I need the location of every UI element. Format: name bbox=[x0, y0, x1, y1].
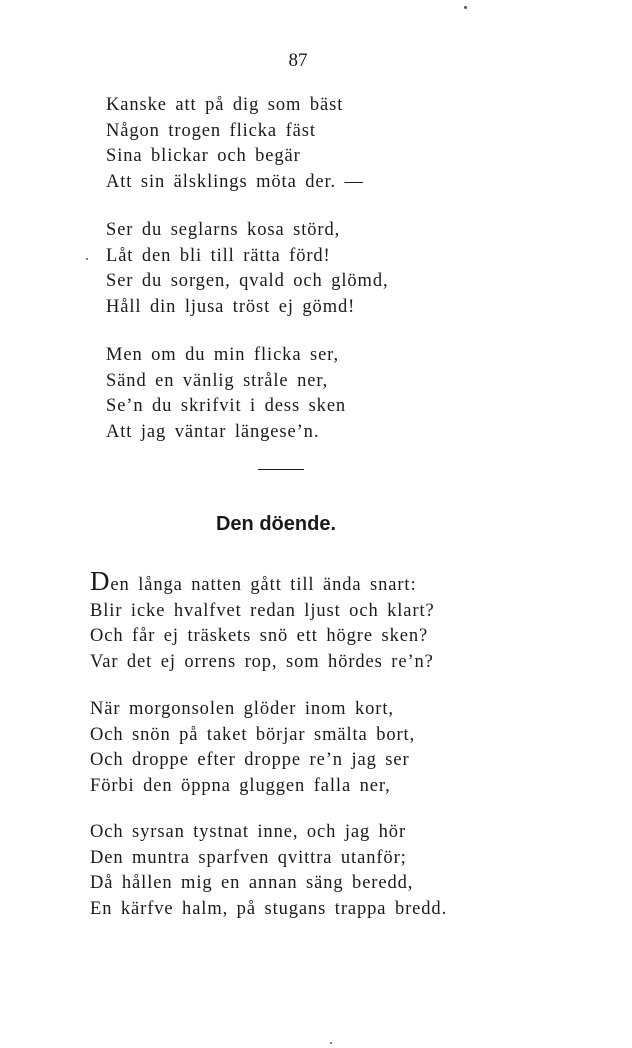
poem-line: Förbi den öppna gluggen falla ner, bbox=[90, 775, 391, 796]
poem-line: Sänd en vänlig stråle ner, bbox=[106, 370, 329, 391]
poem-line: Sina blickar och begär bbox=[106, 146, 301, 166]
stanza bbox=[90, 697, 415, 799]
poem-line: Någon trogen flicka fäst bbox=[106, 120, 316, 141]
poem-line: Var det ej orrens rop, som hördes re’n? bbox=[90, 651, 434, 672]
stanza bbox=[90, 566, 435, 675]
poem-line: En kärfve halm, på stugans trappa bredd. bbox=[90, 898, 448, 919]
stanza bbox=[90, 820, 447, 922]
poem-line: Att sin älsklings möta der. — bbox=[106, 171, 364, 192]
section-divider bbox=[258, 469, 304, 470]
poem-line: Och droppe efter droppe re’n jag ser bbox=[90, 750, 410, 770]
stanza bbox=[106, 343, 346, 445]
ink-speck bbox=[86, 258, 88, 260]
poem-line: Att jag väntar längese’n. bbox=[106, 421, 320, 442]
poem-line: Den muntra sparfven qvittra utanför; bbox=[90, 847, 407, 868]
ink-speck bbox=[464, 6, 467, 9]
poem-line: Ser du sorgen, qvald och glömd, bbox=[106, 271, 389, 291]
poem-line: Men om du min flicka ser, bbox=[106, 345, 340, 365]
poem-line: När morgonsolen glöder inom kort, bbox=[90, 699, 394, 719]
stanza bbox=[106, 218, 389, 320]
poem-line: Låt den bli till rätta förd! bbox=[106, 245, 331, 266]
poem-line: Och snön på taket börjar smälta bort, bbox=[90, 724, 416, 745]
poem-line bbox=[90, 566, 435, 599]
poem-line: Kanske att på dig som bäst bbox=[106, 95, 344, 115]
poem-line: Då hållen mig en annan säng beredd, bbox=[90, 873, 414, 893]
poem-line: Och får ej träskets snö ett högre sken? bbox=[90, 626, 429, 646]
poem-line: Se’n du skrifvit i dess sken bbox=[106, 396, 347, 416]
poem-line: Håll din ljusa tröst ej gömd! bbox=[106, 296, 356, 317]
first-line-text: en långa natten gått till ända snart: bbox=[110, 575, 417, 595]
poem-title: Den döende. bbox=[215, 513, 336, 535]
page-number: 87 bbox=[288, 50, 308, 71]
drop-cap: D bbox=[90, 566, 111, 596]
poem-line: Blir icke hvalfvet redan ljust och klart? bbox=[90, 600, 435, 621]
poem-line: Ser du seglarns kosa störd, bbox=[106, 220, 341, 240]
stanza bbox=[106, 93, 364, 195]
poem-line: Och syrsan tystnat inne, och jag hör bbox=[90, 822, 407, 842]
ink-speck bbox=[330, 1042, 332, 1044]
